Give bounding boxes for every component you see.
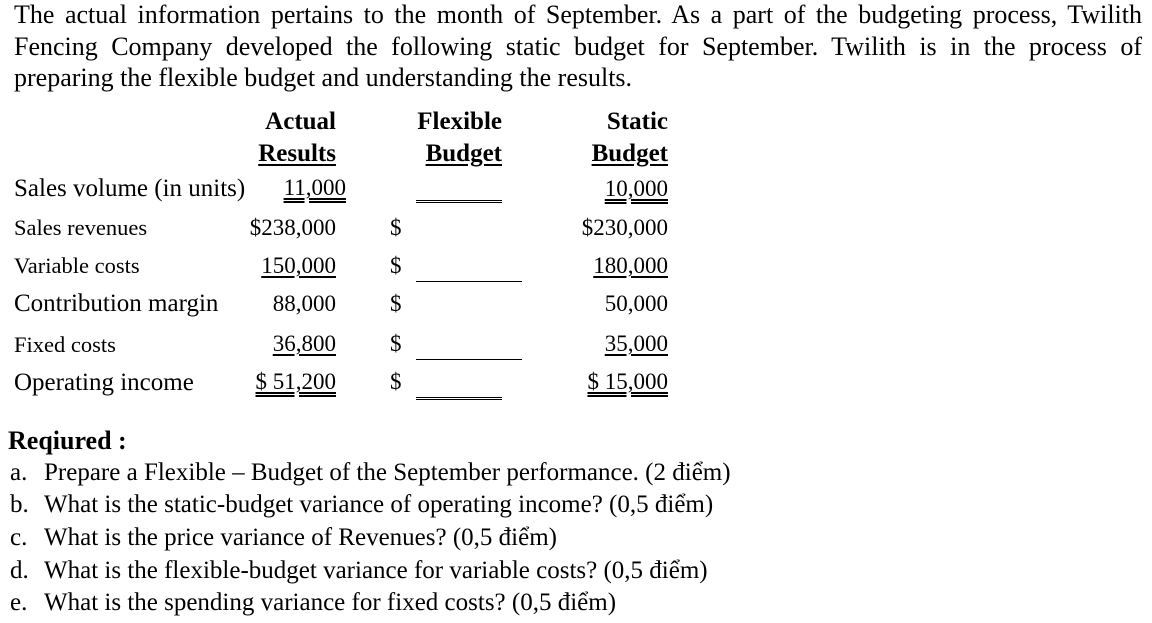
row-label-sales-volume: Sales volume (in units) (14, 175, 246, 202)
actual-contribution-margin: 88,000 (272, 291, 336, 316)
header-flexible-line2: Budget (425, 140, 502, 167)
header-static-line1: Static (606, 108, 668, 135)
header-flexible (400, 106, 502, 170)
required-item-d (10, 557, 708, 585)
required-text-b: What is the static-budget variance of operating income? (0,5 điểm) (44, 491, 714, 518)
required-letter-a: a. (10, 459, 28, 486)
required-item-c (10, 524, 557, 552)
static-sales-volume: 10,000 (604, 176, 668, 201)
required-text-e: What is the spending variance for fixed costs? (0,5 điểm) (44, 589, 617, 616)
required-text-a: Prepare a Flexible – Budget of the September performance. (2 điểm) (44, 459, 731, 486)
required-letter-d: d. (10, 557, 29, 584)
required-text-c: What is the price variance of Revenues? (0,5 điểm) (44, 524, 557, 551)
row-label-fixed-costs: Fixed costs (14, 332, 116, 357)
row-label-sales-revenues: Sales revenues (14, 215, 148, 240)
required-letter-c: c. (10, 524, 28, 551)
actual-sales-volume: 11,000 (283, 175, 346, 200)
header-actual-line1: Actual (265, 108, 336, 135)
flex-dollar-fixed-costs: $ (390, 331, 402, 356)
actual-sales-revenues: $238,000 (249, 215, 336, 240)
static-fixed-costs: 35,000 (604, 331, 668, 356)
required-title: Reqiured : (8, 426, 127, 455)
row-label-variable-costs: Variable costs (14, 253, 140, 278)
flex-dollar-operating-income: $ (390, 369, 402, 394)
header-actual-line2: Results (258, 140, 336, 167)
flex-dollar-variable-costs: $ (390, 253, 402, 278)
required-text-d: What is the flexible-budget variance for variable costs? (0,5 điểm) (44, 557, 708, 584)
header-static-line2: Budget (591, 140, 668, 167)
flex-blank-operating-income (416, 397, 502, 400)
flex-blank-sales-volume (416, 200, 502, 203)
flex-blank-fixed-costs (416, 359, 522, 360)
header-actual (246, 106, 336, 170)
actual-variable-costs: 150,000 (261, 253, 336, 278)
actual-operating-income: $ 51,200 (255, 369, 336, 394)
required-letter-e: e. (10, 589, 28, 616)
flex-dollar-sales-revenues: $ (390, 215, 402, 240)
static-variable-costs: 180,000 (593, 253, 668, 278)
static-contribution-margin: 50,000 (604, 291, 668, 316)
header-static (568, 106, 668, 170)
required-letter-b: b. (10, 491, 29, 518)
row-label-contribution-margin: Contribution margin (14, 290, 219, 317)
required-item-a (10, 459, 731, 487)
header-flexible-line1: Flexible (417, 108, 502, 135)
actual-fixed-costs: 36,800 (272, 331, 336, 356)
row-label-operating-income: Operating income (14, 369, 194, 396)
required-item-b (10, 491, 713, 519)
intro-paragraph: The actual information pertains to the month of September. As a part of the budgeting process, Twilith Fencing Company developed the following static budget for September. Twilith is in the process of preparing the flexible budget and understanding the results. (14, 0, 1142, 92)
flex-blank-variable-costs (416, 281, 522, 282)
static-operating-income: $ 15,000 (587, 369, 668, 394)
required-item-e (10, 589, 616, 617)
flex-dollar-contribution-margin: $ (390, 291, 402, 316)
static-sales-revenues: $230,000 (581, 215, 668, 240)
